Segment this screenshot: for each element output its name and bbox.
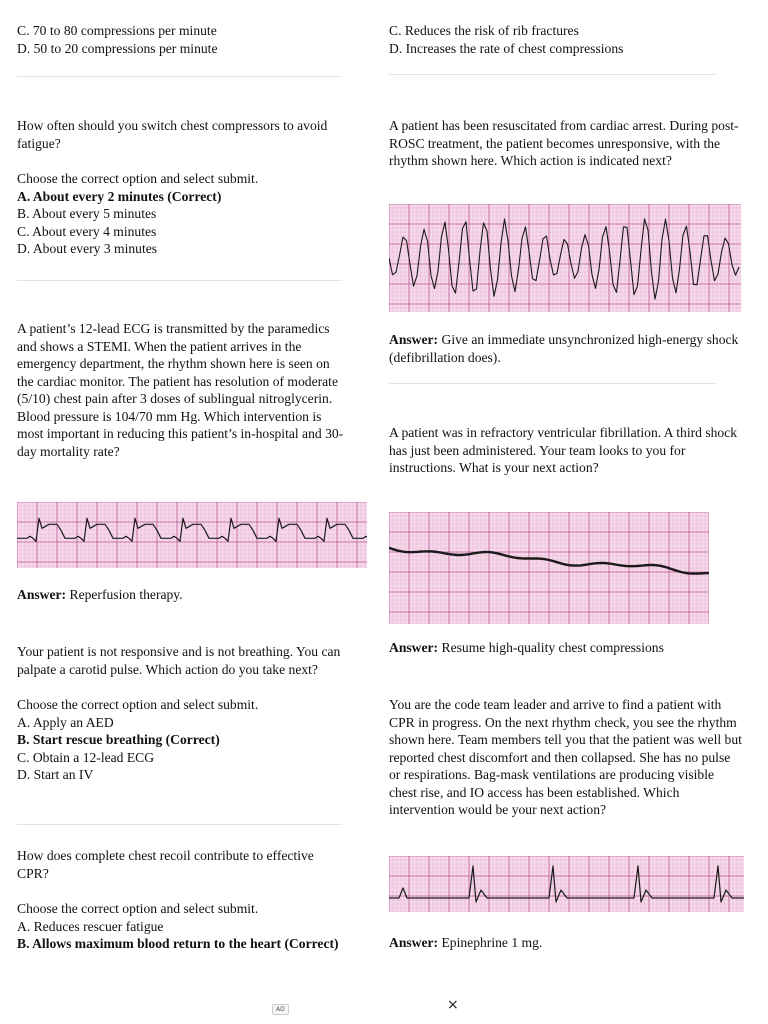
answer bbox=[17, 586, 347, 604]
question-code-leader bbox=[389, 696, 744, 819]
option: B. About every 5 minutes bbox=[17, 206, 157, 221]
answer bbox=[389, 934, 744, 952]
right-top-options bbox=[389, 22, 744, 57]
option: D. Increases the rate of chest compressions bbox=[389, 40, 624, 56]
answer-label: Answer: bbox=[389, 332, 439, 347]
option: C. Obtain a 12-lead ECG bbox=[17, 749, 155, 765]
answer-text: Resume high-quality chest compressions bbox=[441, 640, 664, 655]
question-text: You are the code team leader and arrive to find a patient with CPR in progress. On the next rhythm check, you see the rhythm shown here. Team members tell you that the patient was well but reported chest discomfort and then collapsed. She has no pulse or respirations. Bag-mask ventilations are producing visible chest rise, and IO access has been established. Which intervention would be your next action? bbox=[389, 697, 742, 817]
option: A. Apply an AED bbox=[17, 714, 114, 730]
instruction-text: Choose the correct option and select submit. bbox=[17, 171, 259, 186]
ecg-strip-pea bbox=[389, 856, 744, 912]
question-stemi bbox=[17, 320, 347, 460]
option: C. 70 to 80 compressions per minute bbox=[17, 23, 217, 38]
ecg-rhythm-image bbox=[389, 204, 741, 312]
correct-option: B. Allows maximum blood return to the heart (Correct) bbox=[17, 936, 339, 951]
left-top-options bbox=[17, 22, 347, 57]
divider bbox=[389, 383, 716, 384]
ecg-rhythm-image bbox=[389, 856, 744, 912]
option: D. About every 3 minutes bbox=[17, 241, 158, 256]
correct-option: B. Start rescue breathing (Correct) bbox=[17, 732, 220, 747]
answer-label: Answer: bbox=[17, 587, 67, 602]
ecg-rhythm-image bbox=[389, 512, 709, 624]
answer-line bbox=[389, 331, 744, 366]
answer-label: Answer: bbox=[389, 935, 439, 950]
answer-text: Reperfusion therapy. bbox=[69, 587, 183, 602]
question-text: A patient was in refractory ventricular fibrillation. A third shock has just been administered. Your team looks to you for instructions. What is your next action? bbox=[389, 425, 738, 475]
divider bbox=[17, 280, 342, 281]
answer-label: Answer: bbox=[389, 640, 439, 655]
answer-text: Give an immediate unsynchronized high-energy shock (defibrillation does). bbox=[389, 332, 739, 365]
instruction-text: Choose the correct option and select submit. bbox=[17, 697, 259, 712]
answer-text: Epinephrine 1 mg. bbox=[441, 935, 543, 950]
ecg-rhythm-image bbox=[17, 502, 367, 568]
option: D. 50 to 20 compressions per minute bbox=[17, 40, 218, 56]
question-refractory-vf bbox=[389, 424, 744, 477]
ad-bar bbox=[0, 996, 768, 1024]
option: D. Start an IV bbox=[17, 767, 94, 782]
ad-badge[interactable]: AD bbox=[272, 1004, 289, 1015]
question-not-breathing bbox=[17, 643, 347, 784]
divider bbox=[17, 824, 342, 825]
option: C. Reduces the risk of rib fractures bbox=[389, 23, 579, 38]
answer-line bbox=[389, 934, 744, 952]
answer-line bbox=[389, 639, 744, 657]
option: C. About every 4 minutes bbox=[17, 223, 157, 239]
instruction-text: Choose the correct option and select submit. bbox=[17, 901, 259, 916]
divider bbox=[17, 76, 342, 77]
question-text: How does complete chest recoil contribute to effective CPR? bbox=[17, 848, 314, 881]
question-text: How often should you switch chest compressors to avoid fatigue? bbox=[17, 118, 328, 151]
ecg-strip-vt bbox=[389, 204, 741, 312]
ecg-strip-sinus bbox=[17, 502, 367, 568]
close-ad-icon[interactable]: × bbox=[447, 997, 459, 1013]
question-text: A patient’s 12-lead ECG is transmitted by the paramedics and shows a STEMI. When the patient arrives in the emergency department, the rhythm shown here is seen on the cardiac monitor. The patient has resolution of moderate (5/10) chest pain after 3 doses of sublingual nitroglycerin. Blood pressure is 104/70 mm Hg. Which intervention is most important in reducing this patient’s in-hospital and 30-day mortality rate? bbox=[17, 321, 344, 459]
divider bbox=[389, 74, 716, 75]
question-post-rosc bbox=[389, 117, 744, 170]
correct-option: A. About every 2 minutes (Correct) bbox=[17, 188, 222, 204]
answer-line bbox=[17, 586, 347, 604]
ecg-strip-asystole bbox=[389, 512, 709, 624]
question-switch-compressors bbox=[17, 117, 347, 258]
answer bbox=[389, 639, 744, 657]
question-text: Your patient is not responsive and is not breathing. You can palpate a carotid pulse. Which action do you take next? bbox=[17, 644, 341, 677]
option: A. Reduces rescuer fatigue bbox=[17, 918, 164, 934]
answer bbox=[389, 331, 744, 366]
question-chest-recoil bbox=[17, 847, 347, 953]
question-text: A patient has been resuscitated from cardiac arrest. During post-ROSC treatment, the patient becomes unresponsive, with the rhythm shown here. Which action is indicated next? bbox=[389, 118, 739, 168]
